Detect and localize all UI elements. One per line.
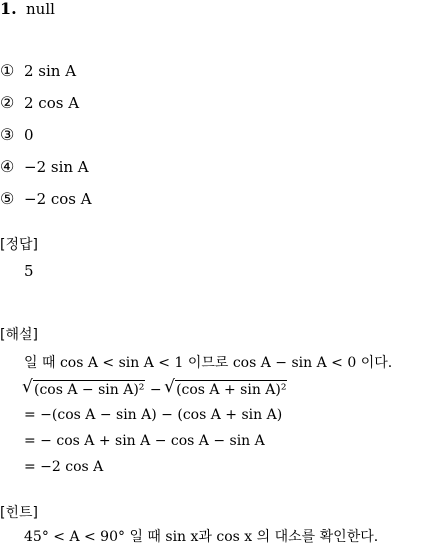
sqrt-term-1 xyxy=(24,380,145,399)
explanation-label: [해설] xyxy=(0,327,38,343)
explanation-line-1: 일 때 cos A < sin A < 1 이므로 cos A − sin A < 0 이다. xyxy=(24,355,393,371)
hint-text: 45° < A < 90° 일 때 sin x과 cos x 의 대소를 확인한다. xyxy=(24,529,379,545)
answer-label: [정답] xyxy=(0,237,38,253)
option-4-marker[interactable]: ④ xyxy=(0,157,15,176)
sqrt-term-2 xyxy=(166,380,287,399)
option-5-marker[interactable]: ⑤ xyxy=(0,189,15,208)
option-4-text[interactable]: −2 sin A xyxy=(24,158,89,176)
question-text: null xyxy=(26,0,55,18)
explanation-line-5: = −2 cos A xyxy=(24,459,104,475)
option-5-text[interactable]: −2 cos A xyxy=(24,190,92,208)
option-2-marker[interactable]: ② xyxy=(0,93,15,112)
option-3-marker[interactable]: ③ xyxy=(0,125,15,144)
sqrt-term-1-radicand: (cos A − sin A)² xyxy=(34,382,145,398)
explanation-line-4: = − cos A + sin A − cos A − sin A xyxy=(24,433,265,449)
question-number: 1. xyxy=(0,0,17,18)
option-1-text[interactable]: 2 sin A xyxy=(24,62,77,80)
option-1-marker[interactable]: ① xyxy=(0,61,15,80)
option-3-text[interactable]: 0 xyxy=(24,126,34,144)
answer-value: 5 xyxy=(24,262,34,280)
explanation-line-3: = −(cos A − sin A) − (cos A + sin A) xyxy=(24,407,283,423)
option-2-text[interactable]: 2 cos A xyxy=(24,94,80,112)
sqrt-term-2-radicand: (cos A + sin A)² xyxy=(176,382,287,398)
sqrt-operator: − xyxy=(149,382,162,398)
explanation-line-2 xyxy=(24,380,287,399)
hint-label: [힌트] xyxy=(0,505,38,521)
